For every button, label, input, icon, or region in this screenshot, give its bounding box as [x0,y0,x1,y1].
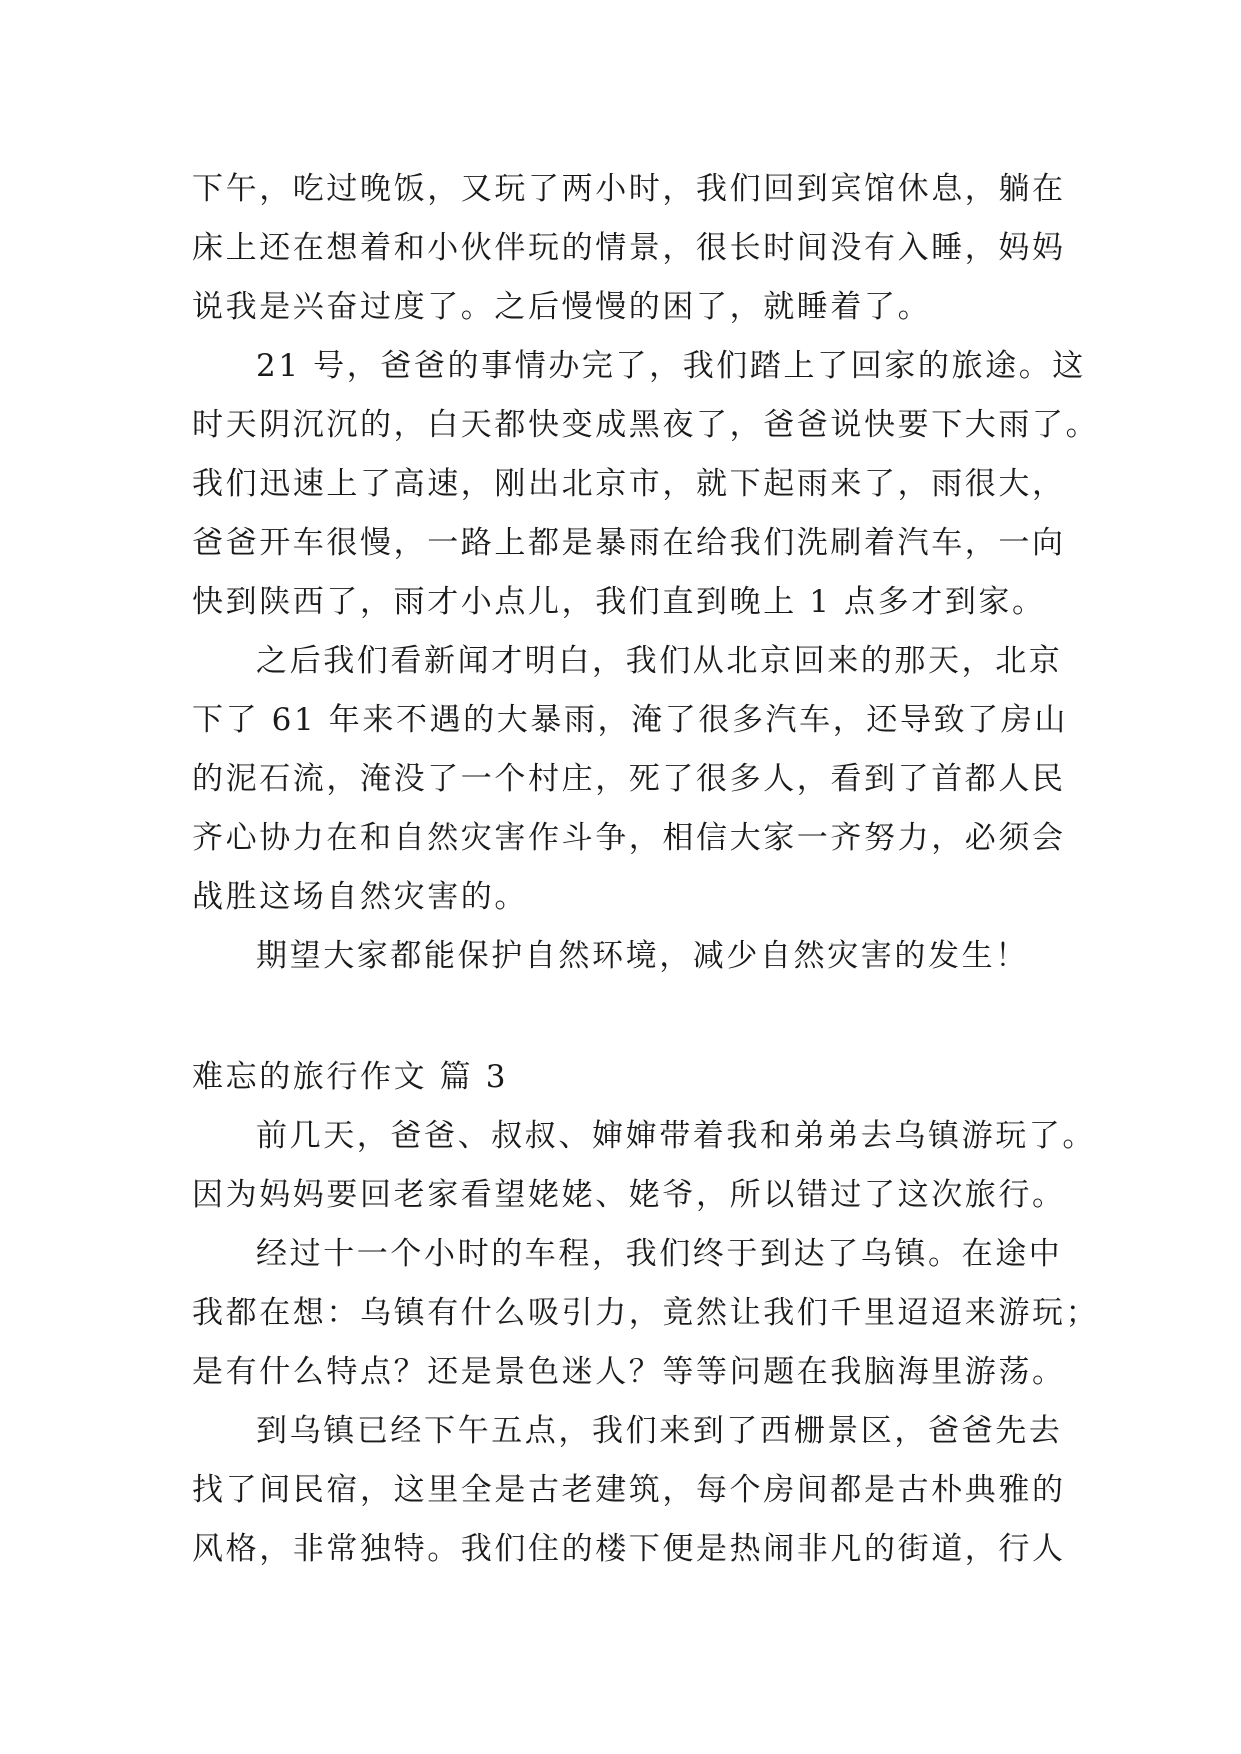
text-line: 床上还在想着和小伙伴玩的情景，很长时间没有入睡，妈妈 [192,230,1066,266]
text-line: 我们迅速上了高速，刚出北京市，就下起雨来了，雨很大， [192,466,1066,502]
text-line: 的泥石流，淹没了一个村庄，死了很多人，看到了首都人民 [192,761,1066,797]
text-line: 是有什么特点？还是景色迷人？等等问题在我脑海里游荡。 [192,1354,1066,1390]
section-spacer [192,986,1052,1048]
document-body [192,160,1100,1579]
text-line: 我都在想：乌镇有什么吸引力，竟然让我们千里迢迢来游玩； [192,1295,1100,1331]
text-line: 到乌镇已经下午五点，我们来到了西栅景区，爸爸先去 [256,1413,1063,1449]
text-line: 爸爸开车很慢，一路上都是暴雨在给我们洗刷着汽车，一向 [192,525,1066,561]
text-line: 齐心协力在和自然灾害作斗争，相信大家一齐努力，必须会 [192,820,1066,856]
text-line: 下了 61 年来不遇的大暴雨，淹了很多汽车，还导致了房山 [192,702,1068,738]
text-line: 下午，吃过晚饭，又玩了两小时，我们回到宾馆休息，躺在 [192,171,1066,207]
text-line: 21 号，爸爸的事情办完了，我们踏上了回家的旅途。这 [256,348,1086,384]
paragraph-5 [192,1107,1096,1225]
text-line: 战胜这场自然灾害的。 [192,879,528,915]
text-line: 快到陕西了，雨才小点儿，我们直到晚上 1 点多才到家。 [192,584,1046,620]
text-line: 之后我们看新闻才明白，我们从北京回来的那天，北京 [256,643,1063,679]
text-line: 因为妈妈要回老家看望姥姥、姥爷，所以错过了这次旅行。 [192,1177,1066,1213]
paragraph-7 [192,1402,1066,1579]
paragraph-4 [192,927,1052,986]
section-heading: 难忘的旅行作文 篇 3 [192,1059,509,1095]
text-line: 时天阴沉沉的，白天都快变成黑夜了，爸爸说快要下大雨了。 [192,407,1100,443]
paragraph-1 [192,160,1066,337]
text-line: 说我是兴奋过度了。之后慢慢的困了，就睡着了。 [192,289,932,325]
paragraph-6 [192,1225,1100,1402]
text-line: 经过十一个小时的车程，我们终于到达了乌镇。在途中 [256,1236,1063,1272]
text-line: 找了间民宿，这里全是古老建筑，每个房间都是古朴典雅的 [192,1472,1066,1508]
paragraph-2 [192,337,1100,632]
text-line: 期望大家都能保护自然环境，减少自然灾害的发生！ [256,938,1029,974]
text-line: 前几天，爸爸、叔叔、婶婶带着我和弟弟去乌镇游玩了。 [256,1118,1096,1154]
paragraph-3 [192,632,1068,927]
text-line: 风格，非常独特。我们住的楼下便是热闹非凡的街道，行人 [192,1531,1066,1567]
